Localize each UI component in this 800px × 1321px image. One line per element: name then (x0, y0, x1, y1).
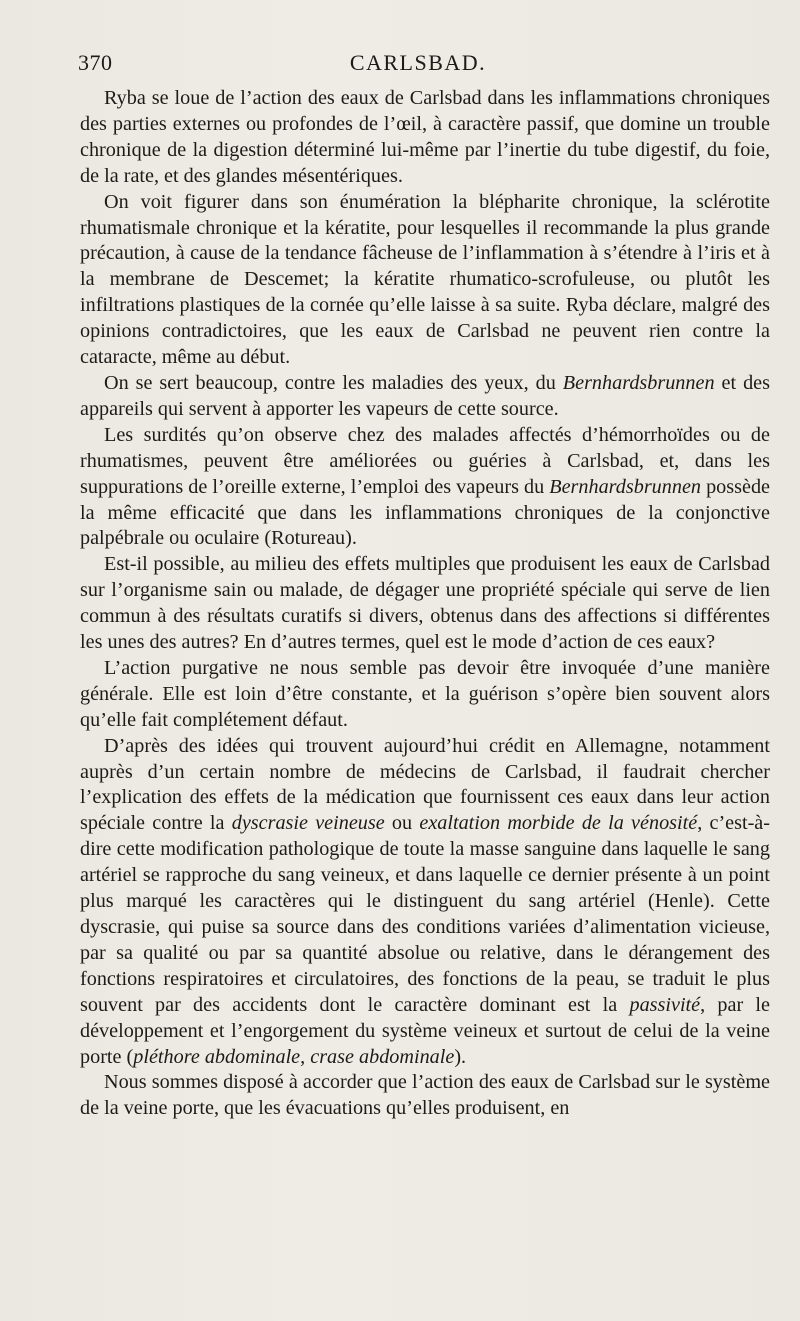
text-run: On se sert beaucoup, contre les maladies des yeux, du (104, 371, 563, 394)
running-title: CARLSBAD. (349, 50, 487, 75)
paragraph (80, 86, 770, 190)
text-run: On voit figurer dans son énumération la blépharite chronique, la sclérotite rhumatismale chronique et la kératite, pour lesquelles il recommande la plus grande précaution, à cause de la tendance fâcheuse de l’inflammation à s’étendre à l’iris et à la membrane de Descemet; la kératite rhumatico-scrofuleuse, ou plutôt les infiltrations plastiques de la cornée qu’elle laisse à sa suite. Ryba déclare, malgré des opinions contradictoires, que les eaux de Carlsbad ne peuvent rien contre la cataracte, même au début. (80, 190, 770, 369)
paragraph (80, 734, 770, 1071)
text-run: ou (384, 812, 420, 835)
paragraph (80, 190, 770, 371)
paragraph (80, 656, 770, 734)
text-run: Nous sommes disposé à accorder que l’action des eaux de Carlsbad sur le système de la veine porte, que les évacuations qu’elles produisent, en (80, 1071, 770, 1120)
text-run: Les surdités qu’on observe chez des malades affectés d’hémorrhoïdes ou de rhumatismes, peuvent être améliorées ou guéries à Carlsbad, et, dans les suppurations de l’oreille externe, l’emploi des vapeurs du (80, 423, 770, 498)
body-text (80, 86, 770, 1122)
paragraph (80, 371, 770, 423)
italic-term: passivité (629, 993, 701, 1016)
text-run: , par le développement et l’engorgement du système veineux et surtout de celui de la veine porte ( (80, 993, 770, 1068)
text-run: Est-il possible, au milieu des effets multiples que produisent les eaux de Carlsbad sur l’organisme sain ou malade, de dégager une propriété spéciale qui serve de lien commun à des résultats curatifs si divers, obtenus dans des affections si différentes les unes des autres? En d’autres termes, quel est le mode d’action de ces eaux? (80, 553, 770, 654)
italic-term: Bernhardsbrunnen (549, 475, 702, 498)
text-run: L’action purgative ne nous semble pas devoir être invoquée d’une manière générale. Elle est loin d’être constante, et la guérison s’opère bien souvent alors qu’elle fait complétement défaut. (80, 656, 770, 731)
italic-term: Bernhardsbrunnen (562, 371, 715, 394)
italic-term: exaltation morbide de la vénosité (419, 812, 698, 835)
italic-term: pléthore abdominale, crase abdominale (133, 1045, 455, 1068)
running-header (78, 50, 758, 80)
paragraph (80, 423, 770, 553)
text-run: et des appareils qui servent à apporter les vapeurs de cette source. (80, 371, 770, 420)
text-run: Ryba se loue de l’action des eaux de Carlsbad dans les inflammations chroniques des parties externes ou profondes de l’œil, à caractère passif, que domine un trouble chronique de la digestion déterminé lui-même par l’inertie du tube digestif, du foie, de la rate, et des glandes mésentériques. (80, 87, 770, 187)
page-number: 370 (78, 50, 113, 75)
text-run: ). (454, 1045, 467, 1068)
text-run: D’après des idées qui trouvent aujourd’hui crédit en Allemagne, notamment auprès d’un certain nombre de médecins de Carlsbad, il faudrait chercher l’explication des effets de la médication que fournissent ces eaux dans leur action spéciale contre la (80, 734, 770, 835)
text-run: possède la même efficacité que dans les inflammations chroniques de la conjonctive palpébrale ou oculaire (Rotureau). (80, 475, 770, 550)
paragraph (80, 552, 770, 656)
paragraph (80, 1070, 770, 1122)
italic-term: dyscrasie veineuse (231, 812, 385, 835)
text-run: , c’est-à-dire cette modification pathologique de toute la masse sanguine dans laquelle le sang artériel se rapproche du sang veineux, et dans laquelle ce dernier présente à un point plus marqué les caractères qui le distinguent du sang artériel (Henle). Cette dyscrasie, qui puise sa source dans des conditions variées d’alimentation vicieuse, par sa qualité ou par sa quantité absolue ou relative, dans le dérangement des fonctions respiratoires et circulatoires, des fonctions de la peau, se traduit le plus souvent par des accidents dont le caractère dominant est la (80, 812, 770, 1016)
